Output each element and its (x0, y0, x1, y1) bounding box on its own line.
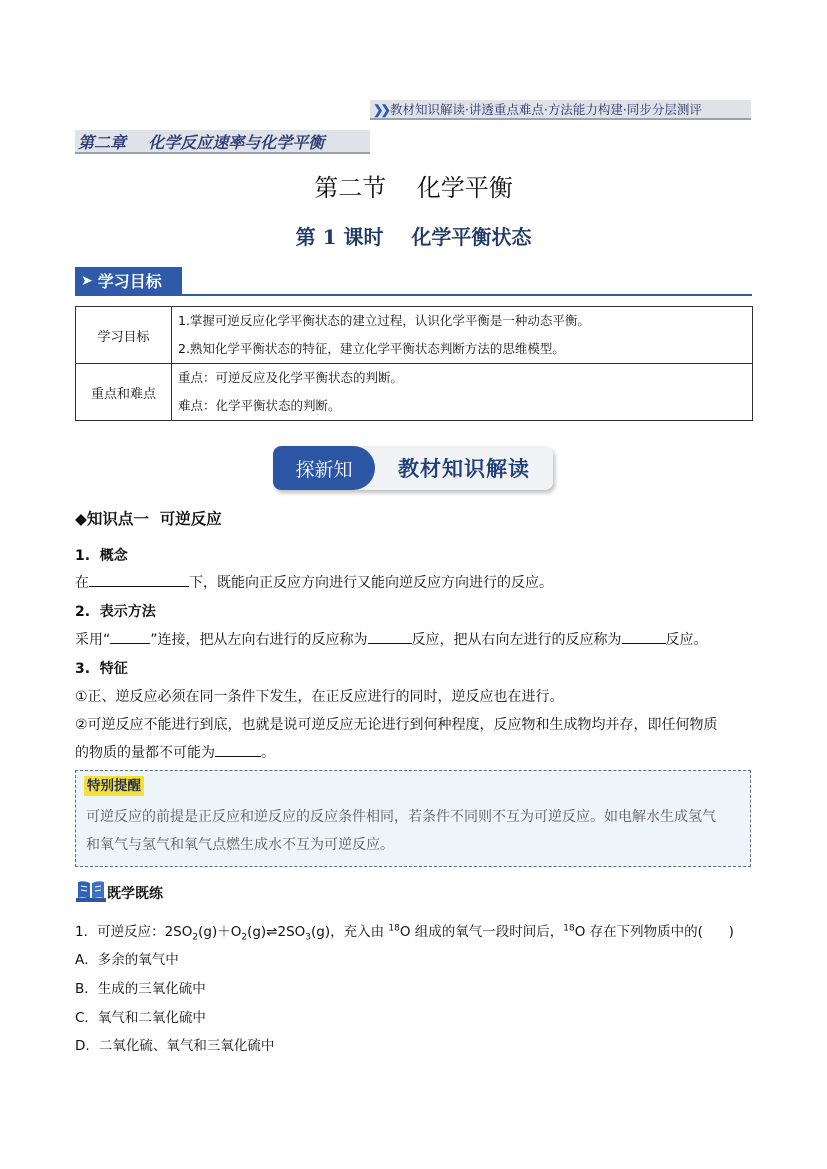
series-banner (370, 100, 751, 120)
tip-label: 特别提醒 (84, 776, 144, 796)
double-chevron-icon: ❯❯ (373, 101, 388, 117)
concept-text (75, 572, 553, 592)
focus-line: 重点：可逆反应及化学平衡状态的判断。 (178, 370, 404, 385)
option-d: D．二氧化硫、氧气和三氧化硫中 (75, 1038, 275, 1054)
text: ”连接，把从左向右进行的反应称为 (150, 632, 368, 648)
feature-1: ①正、逆反应必须在同一条件下发生，在正反应进行的同时，逆反应也在进行。 (75, 689, 564, 705)
divider (75, 294, 752, 296)
subscript: 3 (305, 932, 312, 943)
subheading-concept: 1. 概念 (75, 548, 128, 564)
feature-2: ②可逆反应不能进行到底，也就是说可逆反应无论进行到何种程度，反应物和生成物均并存，即任何物质 (75, 717, 718, 733)
tip-line: 和氧气与氢气和氧气点燃生成水不互为可逆反应。 (86, 837, 394, 853)
fill-blank (215, 742, 261, 757)
practice-label: 既学既练 (107, 886, 163, 902)
subscript: 2 (192, 932, 199, 943)
text: 。 (261, 745, 275, 761)
section-title: 第二节 化学平衡 (314, 174, 513, 202)
chapter-heading: 第二章 化学反应速率与化学平衡 (75, 130, 370, 154)
focus-line: 难点：化学平衡状态的判断。 (178, 398, 341, 413)
objective-line: 1.掌握可逆反应化学平衡状态的建立过程，认识化学平衡是一种动态平衡。 (178, 313, 590, 328)
text: 下，既能向正反应方向进行又能向逆反应方向进行的反应。 (189, 575, 553, 591)
text: 反应，把从右向左进行的反应称为 (411, 632, 622, 648)
row-content (172, 307, 753, 364)
fill-blank (110, 629, 150, 644)
text: 的物质的量都不可能为 (75, 745, 215, 761)
text: (g)⇌2SO (247, 924, 306, 940)
subheading-features: 3. 特征 (75, 661, 128, 677)
text: O 组成的氧气一段时间后， (399, 924, 564, 940)
row-header: 学习目标 (76, 307, 172, 364)
knowledge-point-title: ◆知识点一 可逆反应 (75, 510, 222, 528)
text: 在 (75, 575, 89, 591)
objective-line: 2.熟知化学平衡状态的特征，建立化学平衡状态判断方法的思维模型。 (178, 341, 565, 356)
explore-banner (273, 446, 553, 490)
objectives-table (75, 306, 753, 421)
fill-blank (622, 629, 666, 644)
row-content (172, 364, 753, 421)
text: (g)＋O (198, 924, 242, 940)
row-header: 重点和难点 (76, 364, 172, 421)
table-row (76, 307, 753, 364)
series-banner-text: 教材知识解读·讲透重点难点·方法能力构建·同步分层测评 (389, 102, 702, 117)
option-c: C．氧气和二氧化硫中 (75, 1010, 206, 1026)
notation-text (75, 629, 708, 649)
objectives-heading-label: 学习目标 (97, 272, 162, 291)
text: 反应。 (665, 632, 708, 648)
superscript: 18 (563, 923, 575, 934)
tip-line: 可逆反应的前提是正反应和逆反应的反应条件相同，若条件不同则不互为可逆反应。如电解水生成氢气 (86, 809, 716, 825)
text: O 存在下列物质中的( ) (574, 924, 734, 940)
explore-label: 探新知 (273, 446, 375, 490)
fill-blank (89, 572, 189, 587)
option-a: A．多余的氧气中 (75, 952, 179, 968)
table-row (76, 364, 753, 421)
text: 1．可逆反应：2SO (75, 924, 193, 940)
subheading-notation: 2. 表示方法 (75, 604, 156, 620)
book-icon (76, 880, 106, 902)
explore-title: 教材知识解读 (398, 457, 530, 481)
text: 采用“ (75, 632, 111, 648)
superscript: 18 (388, 923, 400, 934)
arrow-right-icon: ➤ (81, 272, 93, 289)
question-stem (75, 920, 734, 943)
lesson-title: 第 1 课时 化学平衡状态 (295, 225, 532, 249)
fill-blank (368, 629, 412, 644)
objectives-heading (75, 267, 182, 294)
feature-2-cont (75, 742, 275, 762)
text: (g)，充入由 (311, 924, 389, 940)
option-b: B．生成的三氧化硫中 (75, 981, 206, 997)
subscript: 2 (241, 932, 248, 943)
